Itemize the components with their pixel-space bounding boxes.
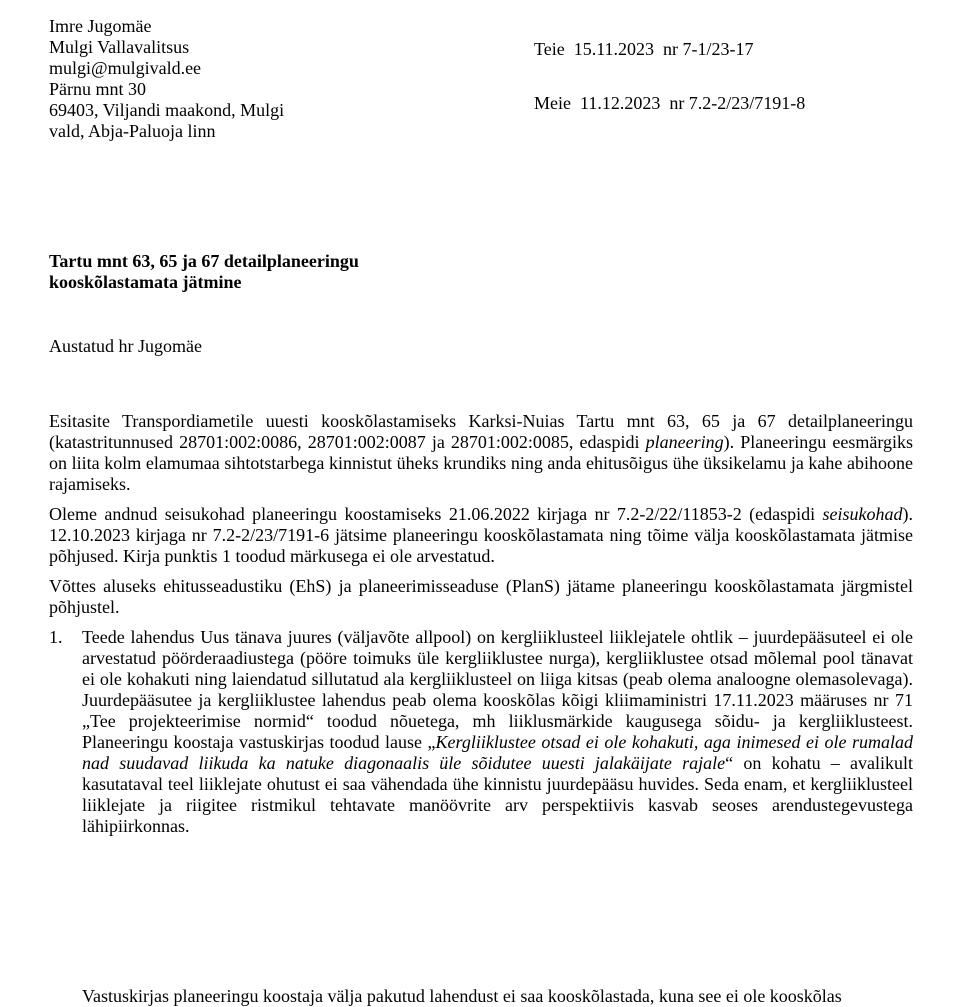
paragraph-submission-emphasis: planeering	[645, 432, 724, 452]
subject-line-1: Tartu mnt 63, 65 ja 67 detailplaneeringu	[49, 251, 359, 271]
subject-line-2: kooskõlastamata jätmine	[49, 272, 242, 292]
reasons-list	[49, 627, 913, 837]
paragraph-previous-emphasis: seisukohad	[822, 504, 903, 524]
list-item-text-a: Teede lahendus Uus tänava juures (väljavõte allpool) on kergliiklusteel liiklejatele ohtlik – juurdepääsuteel ei ole arvestatud pöörderaadiustega (pööre toimuks üle kergliiklustee nurga), kergliiklustee otsad mõlemal pool tänavat ei ole kohakuti ning laiendatud sillutatud ala kergliiklusteel on liiga kitsas (peab olema analoogne olemasolevaga). Juurdepääsutee ja kergliiklustee lahendus peab olema kooskõlas kõigi kliimaministri 17.11.2023 määruses nr 71 „Tee projekteerimise normid“ toodud nõuetega, mh liiklusmärkide kaugusega sõidu- ja kergliiklusteest. Planeeringu koostaja vastuskirjas toodud lause „	[82, 627, 913, 752]
cut-off-text-line	[82, 986, 902, 1006]
recipient-street: Pärnu mnt 30	[49, 79, 146, 99]
list-item-number: 1.	[49, 627, 63, 647]
list-item	[49, 627, 913, 837]
recipient-address-block	[49, 16, 369, 142]
recipient-email: mulgi@mulgivald.ee	[49, 58, 202, 78]
paragraph-submission-text-b: ). Planeeringu eesmärgiks on liita kolm elamumaa sihtotstarbega kinnistut üheks krundiks ning anda ehitusõigus ühe üksikelamu ja kahe abihoone rajamiseks.	[49, 432, 914, 494]
recipient-city-line: vald, Abja-Paluoja linn	[49, 121, 216, 141]
paragraph-previous-text-a: Oleme andnud seisukohad planeeringu koostamiseks 21.06.2022 kirjaga nr 7.2-2/22/11853-2 (edaspidi	[49, 504, 823, 524]
paragraph-submission-text-a: Esitasite Transpordiametile uuesti kooskõlastamiseks Karksi-Nuias Tartu mnt 63, 65 ja 67 detailplaneeringu (katastritunnused 28701:002:0086, 28701:002:0087 ja 28701:002:0085, edaspidi	[49, 411, 913, 452]
paragraph-previous-positions	[49, 504, 913, 567]
reference-block	[534, 39, 805, 114]
paragraph-submission	[49, 411, 913, 495]
reference-spacer	[534, 60, 805, 93]
letter-body	[49, 411, 913, 837]
list-item-quote: Kergliiklustee otsad ei ole kohakuti, aga inimesed ei ole rumalad nad suudavad liikuda ka natuke diagonaalis üle sõidutee uuesti jalakäijate rajale	[82, 732, 913, 773]
salutation: Austatud hr Jugomäe	[49, 336, 202, 356]
cut-off-text: Vastuskirjas planeeringu koostaja välja pakutud lahendust ei saa kooskõlastada, kuna see ei ole kooskõlas	[82, 986, 842, 1006]
your-reference: Teie 15.11.2023 nr 7-1/23-17	[534, 39, 754, 59]
our-reference: Meie 11.12.2023 nr 7.2-2/23/7191-8	[534, 93, 806, 113]
recipient-name: Imre Jugomäe	[49, 16, 152, 36]
paragraph-previous-text-b: ). 12.10.2023 kirjaga nr 7.2-2/23/7191-6 jätsime planeeringu kooskõlastamata ning tõime välja kooskõlastamata jätmise põhjused. Kirja punktis 1 toodud märkusega ei ole arvestatud.	[49, 504, 913, 566]
recipient-organization: Mulgi Vallavalitsus	[49, 37, 190, 57]
paragraph-legal-basis: Võttes aluseks ehitusseadustiku (EhS) ja planeerimisseaduse (PlanS) jätame planeeringu kooskõlastamata järgmistel põhjustel.	[49, 576, 913, 617]
list-item-text-b: “ on kohatu – avalikult kasutataval teel liiklejate ohutust ei saa vähendada ühe kinnistu juurdepääsu huvides. Seda enam, et kergliiklusteel liiklejate ja riigitee ristmikul tehtavate manöövrite arv perspektiivis kasvab seoses arendustegevustega lähipiirkonnas.	[82, 753, 913, 836]
recipient-postal-line: 69403, Viljandi maakond, Mulgi	[49, 100, 285, 120]
letter-subject	[49, 251, 549, 293]
